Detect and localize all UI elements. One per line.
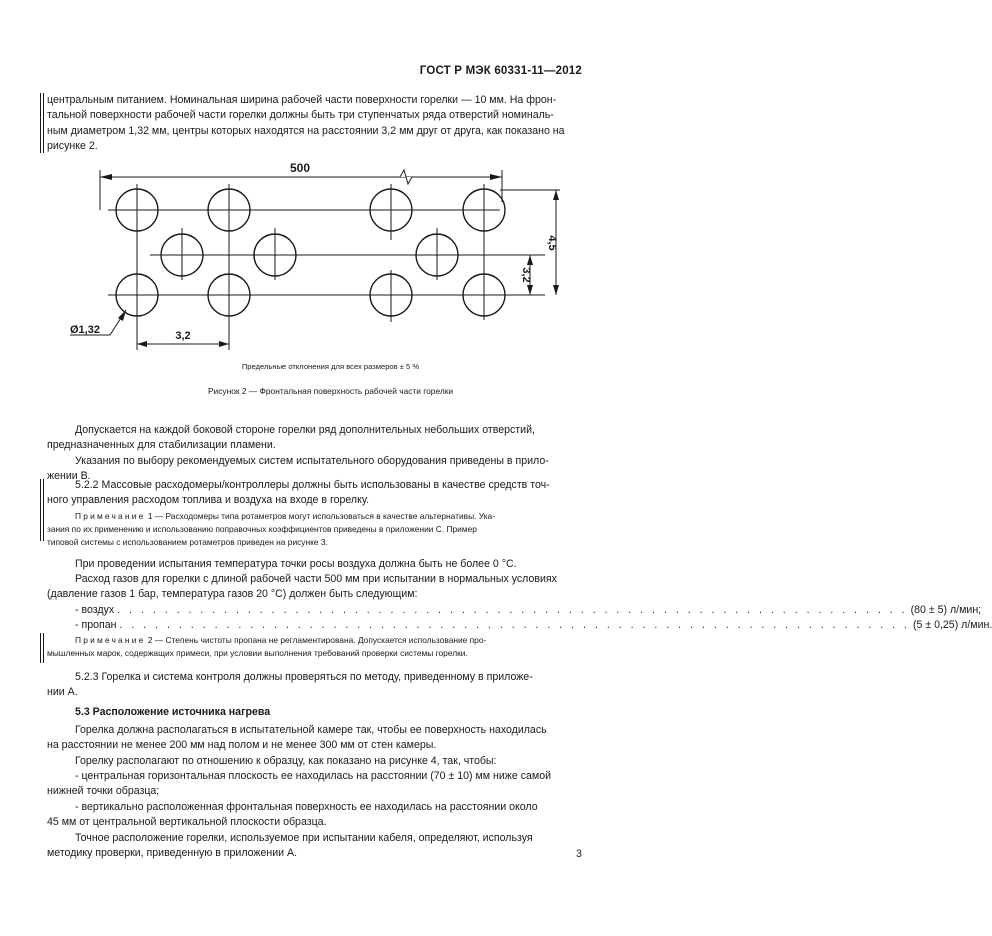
text-line: 1 — Расходомеры типа ротаметров могут использоваться в качестве альтернативы. Ука- bbox=[147, 511, 496, 521]
hole-diameter-label: Ø1,32 bbox=[70, 324, 100, 336]
row-spacing-label: 3,2 bbox=[520, 267, 532, 283]
text-line: на расстоянии не менее 200 мм над полом и не менее 300 мм от стен камеры. bbox=[47, 739, 437, 752]
section-53-heading: 5.3 Расположение источника нагрева bbox=[75, 706, 271, 718]
text-line: 5.2.3 Горелка и система контроля должны проверяться по методу, приведенному в приложе- bbox=[75, 671, 533, 683]
change-bar bbox=[40, 479, 41, 541]
note-label: Примечание bbox=[75, 635, 146, 645]
flow-list bbox=[47, 603, 992, 634]
section-523-paragraph bbox=[47, 670, 585, 701]
text-line: жении В. bbox=[47, 470, 91, 483]
arrow-left bbox=[100, 174, 112, 180]
text-line: зания по их применению и использованию поправочных коэффициентов приведены в приложении С. Пример bbox=[47, 524, 477, 535]
text-line: мышленных марок, содержащих примеси, при условии выполнения требований проверки системы горелки. bbox=[47, 648, 468, 659]
text-line: предназначенных для стабилизации пламени. bbox=[47, 439, 276, 452]
hole-pitch-label: 3,2 bbox=[175, 330, 191, 342]
change-bar bbox=[40, 93, 41, 153]
text-line: Горелка должна располагаться в испытательной камере так, чтобы ее поверхность находилась bbox=[75, 724, 547, 736]
tolerance-note: Предельные отклонения для всех размеров ± 5 % bbox=[241, 362, 420, 371]
change-bar bbox=[40, 633, 41, 663]
length-dimension-label: 500 bbox=[289, 161, 311, 175]
intro-paragraph bbox=[47, 93, 585, 155]
page-number: 3 bbox=[576, 848, 582, 860]
intro-line: рисунке 2. bbox=[47, 140, 98, 153]
flow-name: - пропан bbox=[75, 619, 117, 632]
flow-item-air bbox=[47, 603, 982, 618]
note-2 bbox=[47, 634, 585, 660]
change-bar-inner bbox=[43, 633, 44, 663]
exact-position-paragraph bbox=[47, 831, 585, 862]
flow-item-propane bbox=[47, 618, 992, 633]
arrow-right bbox=[490, 174, 502, 180]
leader-dots: . . . . . . . . . . . . . . . . . . . . . . . . . . . . . . . . . . . . . . . . . . . . . . . . . . . . . . . . . . . . . . . . . . . bbox=[117, 604, 908, 616]
text-line: 45 мм от центральной вертикальной плоскости образца. bbox=[47, 816, 327, 829]
burner-relative-paragraph bbox=[47, 754, 585, 769]
text-line: типовой системы с использованием ротаметров приведен на рисунке 3. bbox=[47, 537, 328, 548]
burner-face-figure bbox=[0, 150, 661, 380]
gas-flow-paragraph bbox=[47, 572, 585, 603]
bullet-2 bbox=[47, 800, 585, 831]
text-line: ного управления расходом топлива и воздуха на входе в горелку. bbox=[47, 494, 370, 507]
leader-dots: . . . . . . . . . . . . . . . . . . . . . . . . . . . . . . . . . . . . . . . . . . . . . . . . . . . . . . . . . . . . . . . . . . . bbox=[119, 619, 910, 632]
extra-holes-paragraph bbox=[47, 423, 585, 454]
section-522-paragraph bbox=[47, 478, 585, 509]
flow-value: (80 ± 5) л/мин; bbox=[910, 604, 982, 616]
burner-position-paragraph bbox=[47, 723, 585, 754]
text-line: Горелку располагают по отношению к образцу, как показано на рисунке 4, так, чтобы: bbox=[75, 755, 497, 767]
text-line: нии А. bbox=[47, 686, 78, 699]
change-bar-inner bbox=[43, 93, 44, 153]
note-1 bbox=[47, 510, 585, 550]
total-height-label: 4,5 bbox=[546, 235, 558, 251]
text-line: Точное расположение горелки, используемое при испытании кабеля, определяют, используя bbox=[75, 832, 533, 844]
text-line: методику проверки, приведенную в приложении А. bbox=[47, 847, 298, 860]
note-label: Примечание bbox=[75, 511, 146, 521]
text-line: Допускается на каждой боковой стороне горелки ряд дополнительных небольших отверстий, bbox=[75, 424, 535, 436]
intro-line: ным диаметром 1,32 мм, центры которых находятся на расстоянии 3,2 мм друг от друга, как показано на bbox=[47, 124, 565, 137]
figure-caption: Рисунок 2 — Фронтальная поверхность рабочей части горелки bbox=[207, 386, 454, 396]
text-line: При проведении испытания температура точки росы воздуха должна быть не более 0 °С. bbox=[75, 558, 517, 570]
text-line: 2 — Степень чистоты пропана не регламентирована. Допускается использование про- bbox=[147, 635, 487, 645]
change-bar-inner bbox=[43, 479, 44, 541]
text-line: Указания по выбору рекомендуемых систем испытательного оборудования приведены в прило- bbox=[75, 455, 549, 467]
text-line: Расход газов для горелки с длиной рабочей части 500 мм при испытании в нормальных условиях bbox=[75, 573, 557, 585]
text-line: - вертикально расположенная фронтальная поверхность ее находилась на расстоянии около bbox=[75, 801, 538, 813]
text-line: нижней точки образца; bbox=[47, 785, 160, 798]
text-line: - центральная горизонтальная плоскость ее находилась на расстоянии (70 ± 10) мм ниже самой bbox=[75, 770, 551, 782]
bullet-1 bbox=[47, 769, 585, 800]
text-line: 5.2.2 Массовые расходомеры/контроллеры должны быть использованы в качестве средств точ- bbox=[75, 479, 550, 491]
intro-line: тальной поверхности рабочей части горелки должны быть три ступенчатых ряда отверстий номиналь- bbox=[47, 109, 554, 122]
text-line: (давление газов 1 бар, температура газов 20 °С) должен быть следующим: bbox=[47, 588, 418, 601]
intro-line: центральным питанием. Номинальная ширина рабочей части поверхности горелки — 10 мм. На фрон- bbox=[47, 94, 557, 106]
flow-value: (5 ± 0,25) л/мин. bbox=[912, 619, 992, 632]
document-header: ГОСТ Р МЭК 60331-11—2012 bbox=[419, 65, 582, 77]
flow-name: - воздух bbox=[75, 604, 115, 616]
break-mark bbox=[400, 170, 412, 184]
dewpoint-paragraph bbox=[47, 557, 585, 572]
